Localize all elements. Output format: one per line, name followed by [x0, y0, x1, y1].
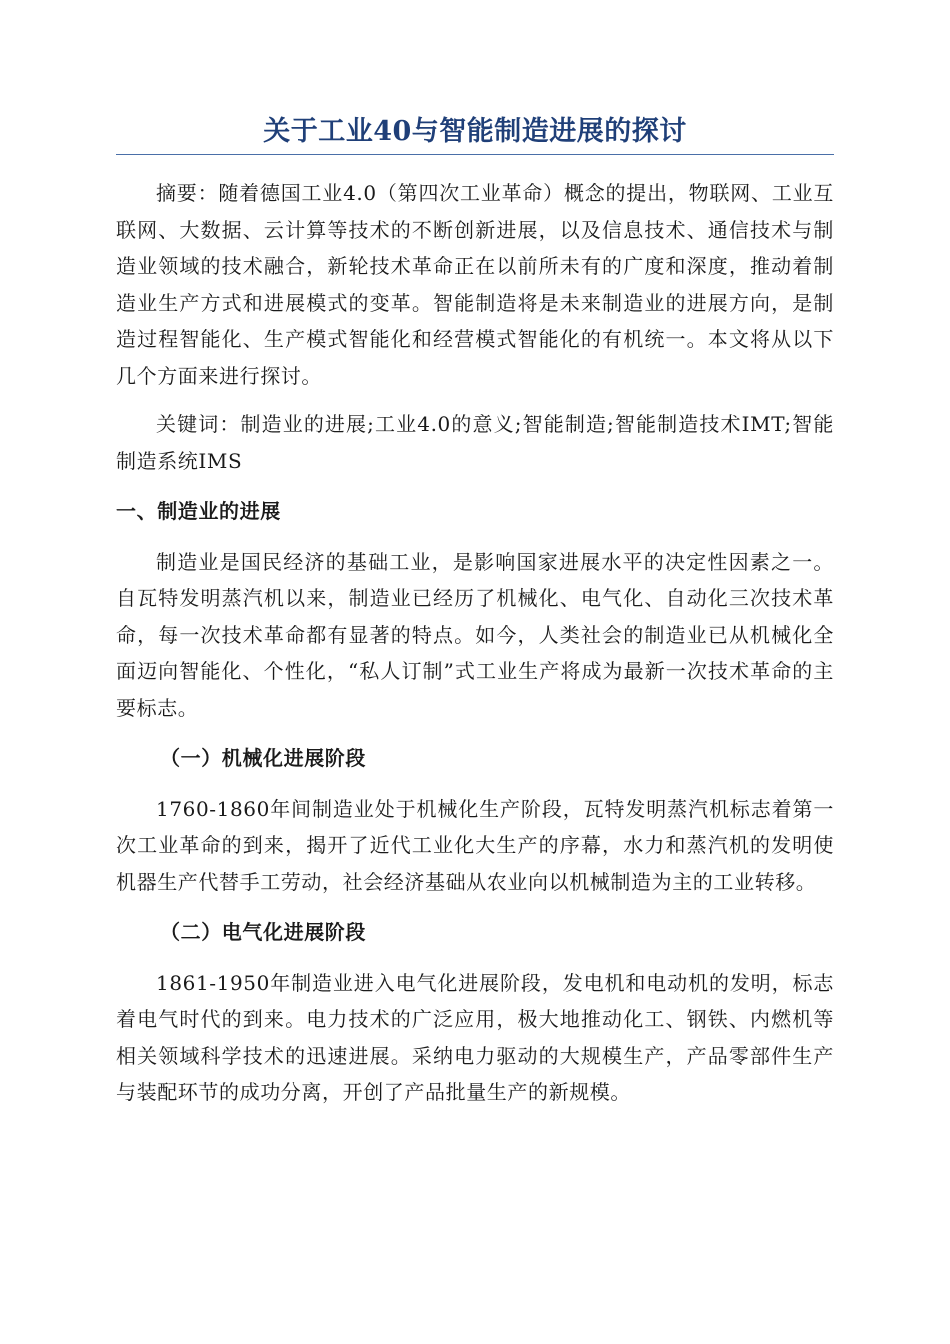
mechanization-paragraph: 1760-1860年间制造业处于机械化生产阶段，瓦特发明蒸汽机标志着第一次工业革命的到来，揭开了近代工业化大生产的序幕，水力和蒸汽机的发明使机器生产代替手工劳动，社会经济基础从农业向以机械制造为主的工业转移。 — [116, 796, 834, 894]
subsection-heading-mechanization: （一）机械化进展阶段 — [160, 746, 366, 770]
document-page — [116, 112, 834, 1111]
section-intro-paragraph: 制造业是国民经济的基础工业，是影响国家进展水平的决定性因素之一。自瓦特发明蒸汽机以来，制造业已经历了机械化、电气化、自动化三次技术革命，每一次技术革命都有显著的特点。如今，人类社会的制造业已从机械化全面迈向智能化、个性化，“私人订制”式工业生产将成为最新一次技术革命的主要标志。 — [116, 549, 834, 720]
section-heading-development: 一、制造业的进展 — [116, 499, 281, 523]
keywords-paragraph: 关键词：制造业的进展;工业4.0的意义;智能制造;智能制造技术IMT;智能制造系统IMS — [116, 412, 834, 473]
electrification-paragraph: 1861-1950年制造业进入电气化进展阶段，发电机和电动机的发明，标志着电气时代的到来。电力技术的广泛应用，极大地推动化工、钢铁、内燃机等相关领域科学技术的迅速进展。采纳电力驱动的大规模生产，产品零部件生产与装配环节的成功分离，开创了产品批量生产的新规模。 — [116, 970, 834, 1104]
subsection-heading-electrification: （二）电气化进展阶段 — [160, 920, 366, 944]
abstract-paragraph: 摘要：随着德国工业4.0（第四次工业革命）概念的提出，物联网、工业互联网、大数据、云计算等技术的不断创新进展，以及信息技术、通信技术与制造业领域的技术融合，新轮技术革命正在以前所未有的广度和深度，推动着制造业生产方式和进展模式的变革。智能制造将是未来制造业的进展方向，是制造过程智能化、生产模式智能化和经营模式智能化的有机统一。本文将从以下几个方面来进行探讨。 — [116, 181, 834, 388]
document-title: 关于工业40与智能制造进展的探讨 — [116, 112, 834, 155]
